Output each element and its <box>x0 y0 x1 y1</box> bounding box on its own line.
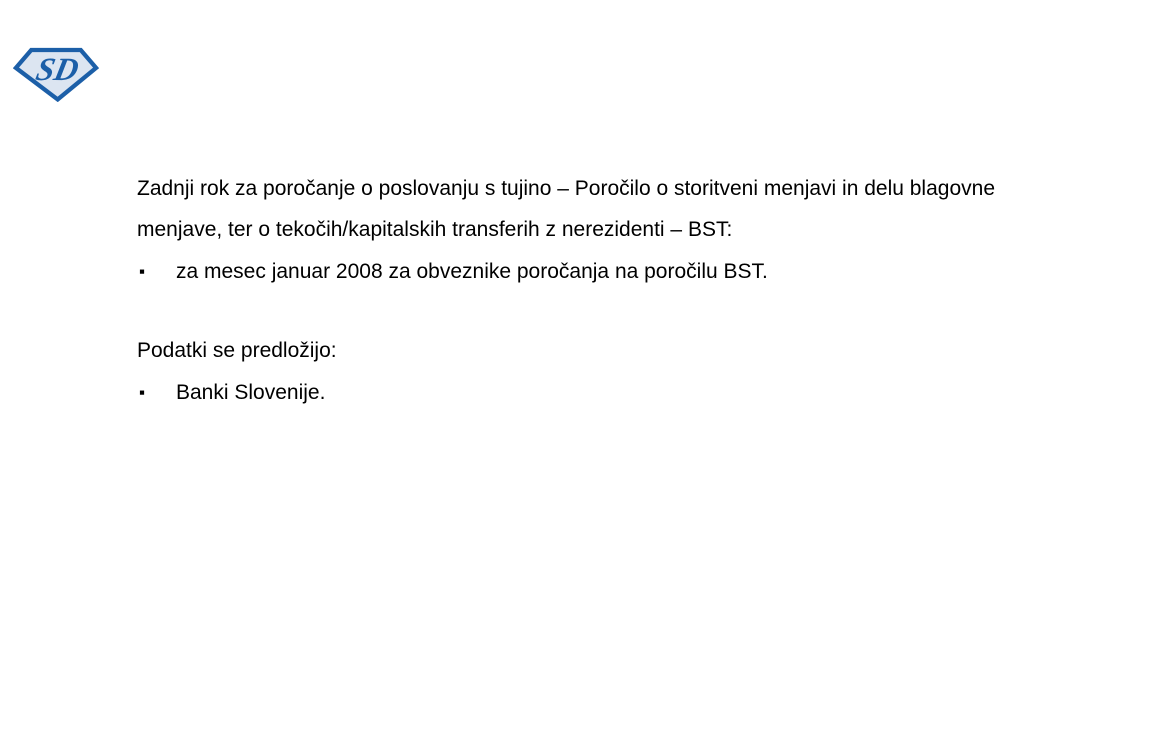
bullet-item-bank-of-slovenia <box>139 372 1047 413</box>
logo-letters: SD <box>32 52 82 88</box>
sd-diamond-logo-graphic <box>13 44 99 102</box>
bullet-text-january-2008: za mesec januar 2008 za obveznike poročanja na poročilu BST. <box>176 260 768 283</box>
sd-diamond-logo <box>13 44 99 102</box>
bullet-square-icon: ▪ <box>139 383 146 402</box>
bullet-item-january-2008 <box>139 251 1047 292</box>
bullet-text-bank-of-slovenia: Banki Slovenije. <box>176 381 326 404</box>
bullet-square-icon: ▪ <box>139 262 146 281</box>
paragraph-reporting-deadline: Zadnji rok za poročanje o poslovanju s tujino – Poročilo o storitveni menjavi in delu blagovne menjave, ter o tekočih/kapitalskih transferih z nerezidenti – BST: <box>137 177 995 241</box>
paragraph-data-submitted-to: Podatki se predložijo: <box>137 339 337 362</box>
